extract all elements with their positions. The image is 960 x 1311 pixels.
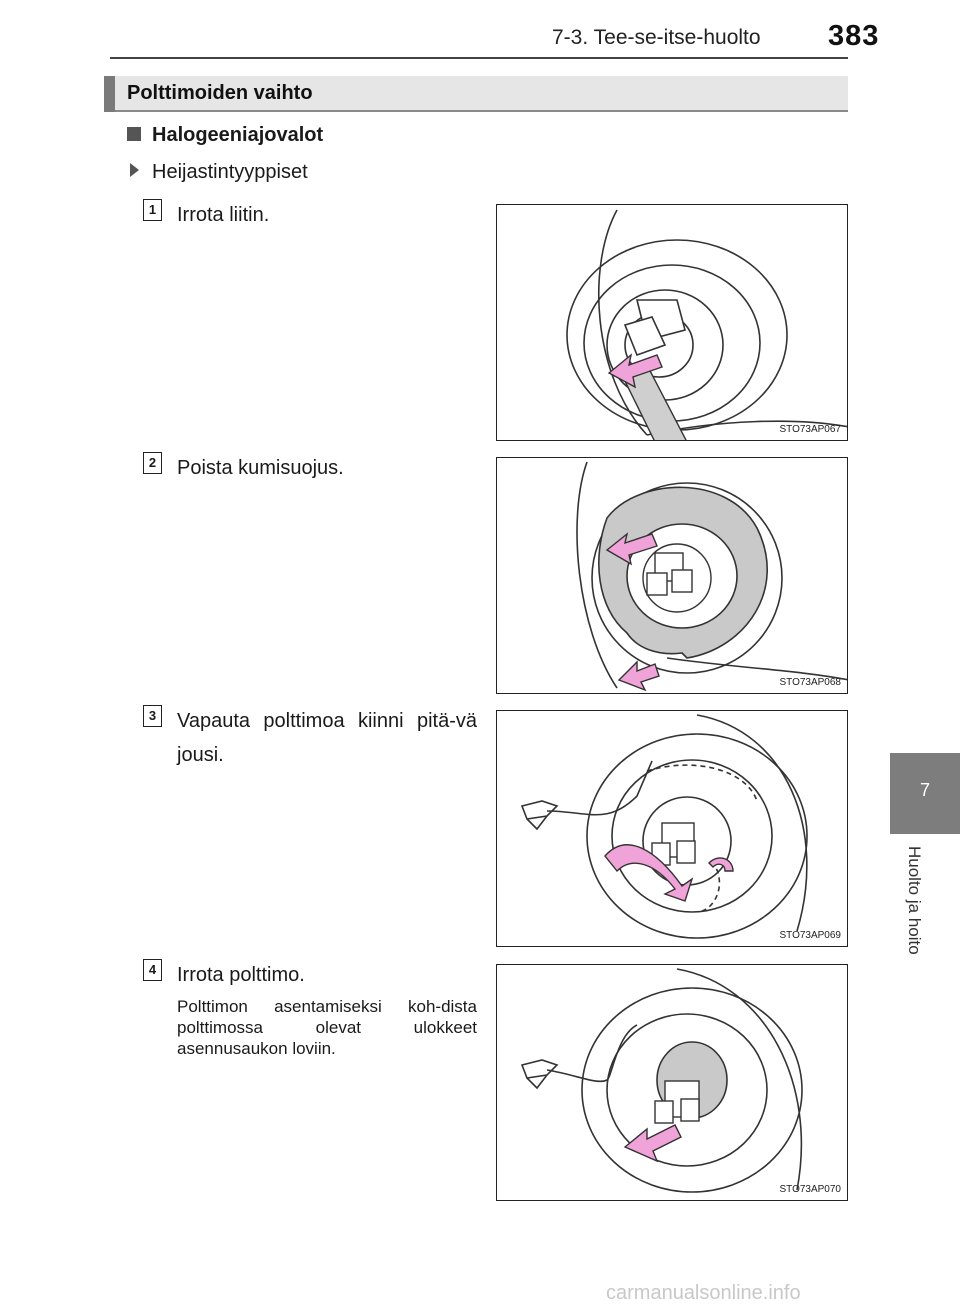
section-title: Polttimoiden vaihto	[127, 82, 313, 104]
section-header-bar	[104, 76, 115, 112]
step-text-2: Poista kumisuojus.	[177, 457, 344, 479]
figure-code-2: STO73AP068	[779, 677, 841, 688]
figure-step-4	[496, 964, 848, 1201]
header-rule	[110, 57, 848, 59]
square-bullet-icon	[127, 127, 141, 141]
subheading	[127, 124, 323, 147]
step-number-1: 1	[143, 199, 162, 221]
section-header	[104, 76, 848, 112]
triangle-bullet-icon	[130, 163, 139, 177]
spring-release-illustration	[497, 711, 848, 947]
step-text-3: Vapauta polttimoa kiinni pitä-vä jousi.	[177, 710, 477, 766]
chapter-number: 7	[919, 780, 930, 800]
page-number: 383	[828, 20, 880, 52]
watermark: carmanualsonline.info	[606, 1282, 801, 1304]
variant-text: Heijastintyyppiset	[152, 161, 308, 183]
chapter-tab	[890, 753, 960, 834]
rubber-cover-illustration	[497, 458, 848, 694]
bulb-removal-illustration	[497, 965, 848, 1201]
step-text-1: Irrota liitin.	[177, 204, 270, 226]
chapter-name: Huolto ja hoito	[905, 846, 924, 955]
variant-heading	[130, 161, 308, 184]
step-number-3: 3	[143, 705, 162, 727]
figure-step-2	[496, 457, 848, 694]
figure-code-4: STO73AP070	[779, 1184, 841, 1195]
running-title: 7-3. Tee-se-itse-huolto	[552, 26, 761, 49]
figure-step-1	[496, 204, 848, 441]
subheading-text: Halogeeniajovalot	[152, 124, 324, 146]
figure-step-3	[496, 710, 848, 947]
figure-code-1: STO73AP067	[779, 424, 841, 435]
step-number-2: 2	[143, 452, 162, 474]
step-note-4: Polttimon asentamiseksi koh-dista polttimossa olevat ulokkeet asennusaukon loviin.	[177, 997, 477, 1058]
figure-code-3: STO73AP069	[779, 930, 841, 941]
step-text-4: Irrota polttimo.	[177, 964, 305, 986]
step-number-4: 4	[143, 959, 162, 981]
connector-removal-illustration	[497, 205, 848, 441]
